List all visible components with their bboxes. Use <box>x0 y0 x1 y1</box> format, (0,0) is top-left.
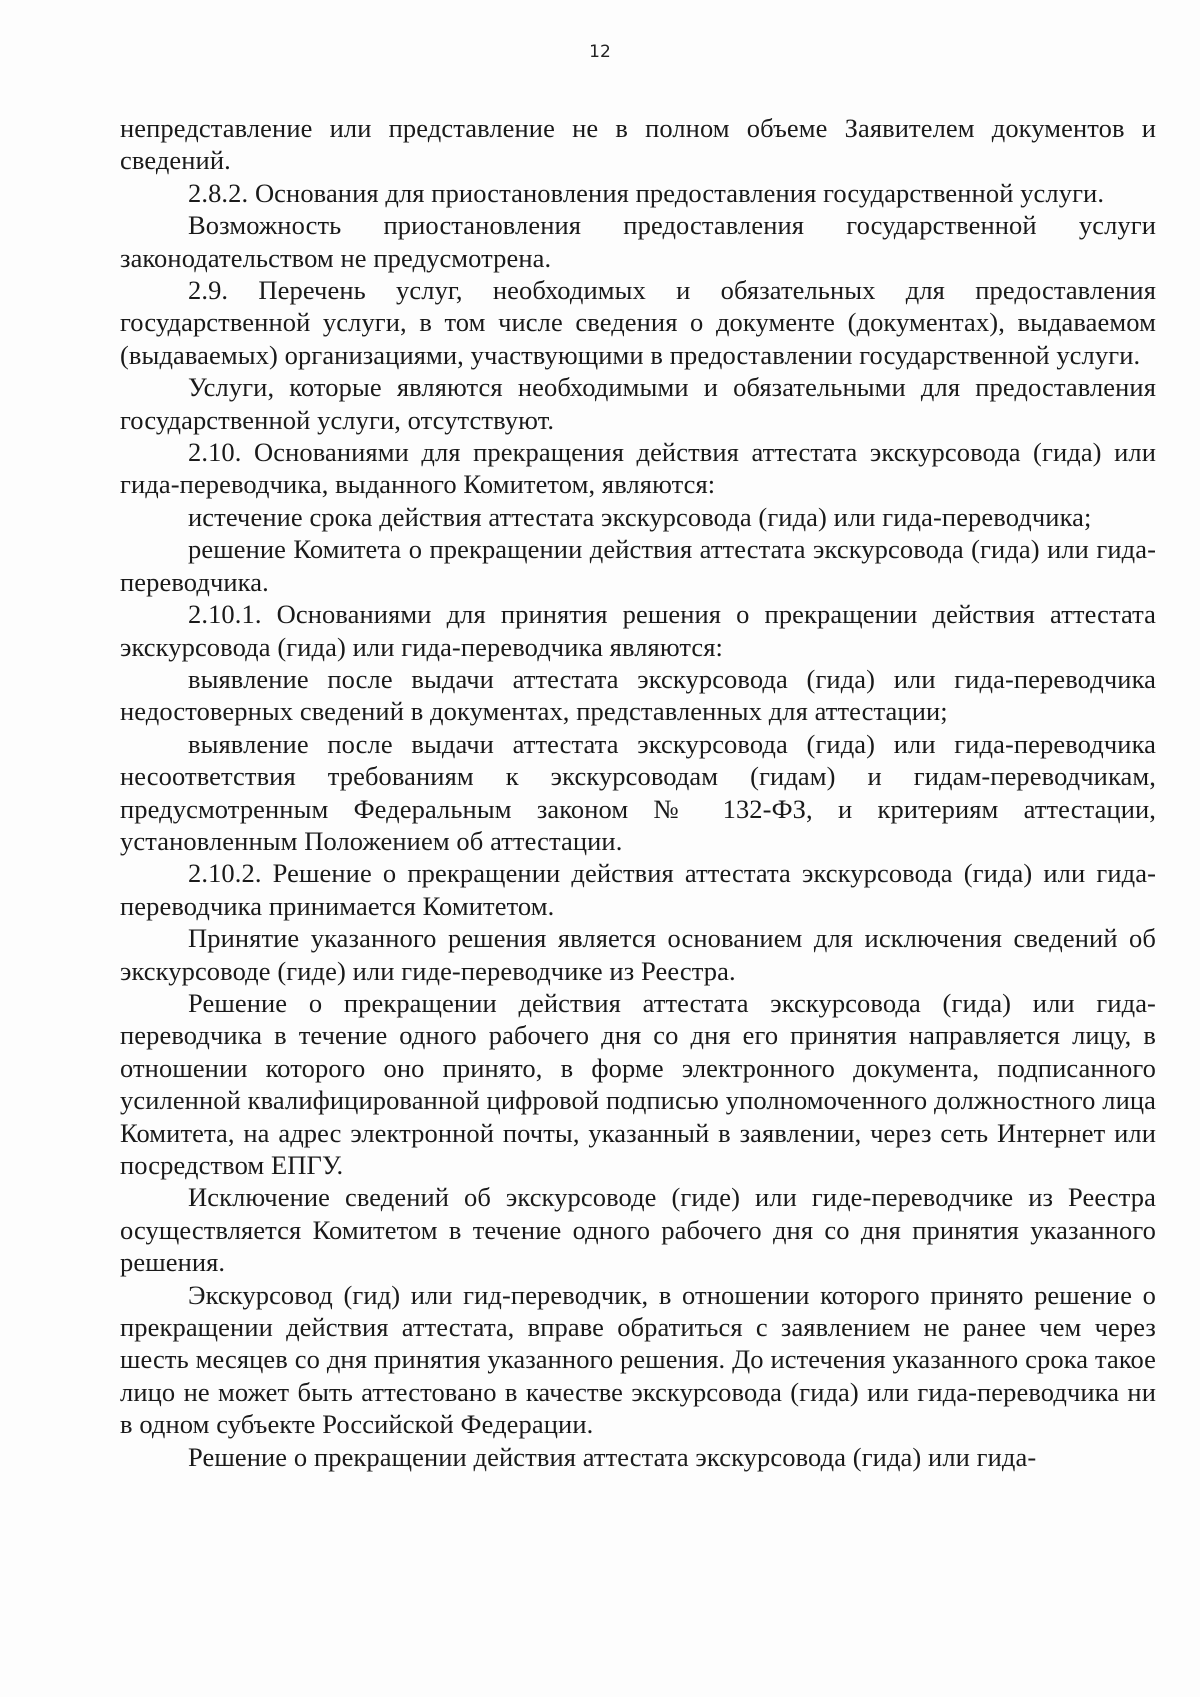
paragraph-2: 2.8.2. Основания для приостановления предоставления государственной услуги. <box>188 177 1105 208</box>
paragraph-7: истечение срока действия аттестата экскурсовода (гида) или гида-переводчика; <box>188 501 1092 532</box>
paragraph-3: Возможность приостановления предоставления государственной услуги законодательством не предусмотрена. <box>120 210 1156 273</box>
paragraph-13: Принятие указанного решения является основанием для исключения сведений об экскурсоводе (гиде) или гиде-переводчике из Реестра. <box>120 923 1156 986</box>
paragraph-10: выявление после выдачи аттестата экскурсовода (гида) или гида-переводчика недостоверных сведений в документах, представленных для аттестации; <box>120 663 1156 727</box>
document-body <box>120 112 1156 1473</box>
paragraph-15: Исключение сведений об экскурсоводе (гиде) или гиде-переводчике из Реестра осуществляется Комитетом в течение одного рабочего дня со дня принятия указанного решения. <box>120 1182 1156 1278</box>
paragraph-6: 2.10. Основаниями для прекращения действия аттестата экскурсовода (гида) или гида-переводчика, выданного Комитетом, являются: <box>120 437 1156 500</box>
page-number: 12 <box>589 42 611 62</box>
paragraph-5: Услуги, которые являются необходимыми и обязательными для предоставления государственной услуги, отсутствуют. <box>120 372 1156 435</box>
paragraph-1: непредставление или представление не в полном объеме Заявителем документов и сведений. <box>120 113 1156 176</box>
paragraph-4: 2.9. Перечень услуг, необходимых и обязательных для предоставления государственной услуги, в том числе сведения о документе (документах), выдаваемом (выдаваемых) организациями, участвующими в предоставлении государственной услуги. <box>120 275 1156 370</box>
paragraph-17: Решение о прекращении действия аттестата экскурсовода (гида) или гида- <box>188 1441 1037 1472</box>
paragraph-14: Решение о прекращении действия аттестата экскурсовода (гида) или гида-переводчика в течение одного рабочего дня со дня его принятия направляется лицу, в отношении которого оно принято, в форме электронного документа, подписанного усиленной квалифицированной цифровой подписью уполномоченного должностного лица Комитета, на адрес электронной почты, указанный в заявлении, через сеть Интернет или посредством ЕПГУ. <box>120 987 1156 1180</box>
paragraph-12: 2.10.2. Решение о прекращении действия аттестата экскурсовода (гида) или гида-переводчика принимается Комитетом. <box>120 858 1156 921</box>
paragraph-16: Экскурсовод (гид) или гид-переводчик, в отношении которого принято решение о прекращении действия аттестата, вправе обратиться с заявлением не ранее чем через шесть месяцев со дня принятия указанного решения. До истечения указанного срока такое лицо не может быть аттестовано в качестве экскурсовода (гида) или гида-переводчика ни в одном субъекте Российской Федерации. <box>120 1279 1156 1440</box>
paragraph-8: решение Комитета о прекращении действия аттестата экскурсовода (гида) или гида-переводчика. <box>120 534 1156 597</box>
paragraph-11: выявление после выдачи аттестата экскурсовода (гида) или гида-переводчика несоответствия требованиям к экскурсоводам (гидам) и гидам-переводчикам, предусмотренным Федеральным законом № 132-ФЗ, и критериям аттестации, установленным Положением об аттестации. <box>120 728 1156 856</box>
paragraph-9: 2.10.1. Основаниями для принятия решения о прекращении действия аттестата экскурсовода (гида) или гида-переводчика являются: <box>120 599 1156 662</box>
